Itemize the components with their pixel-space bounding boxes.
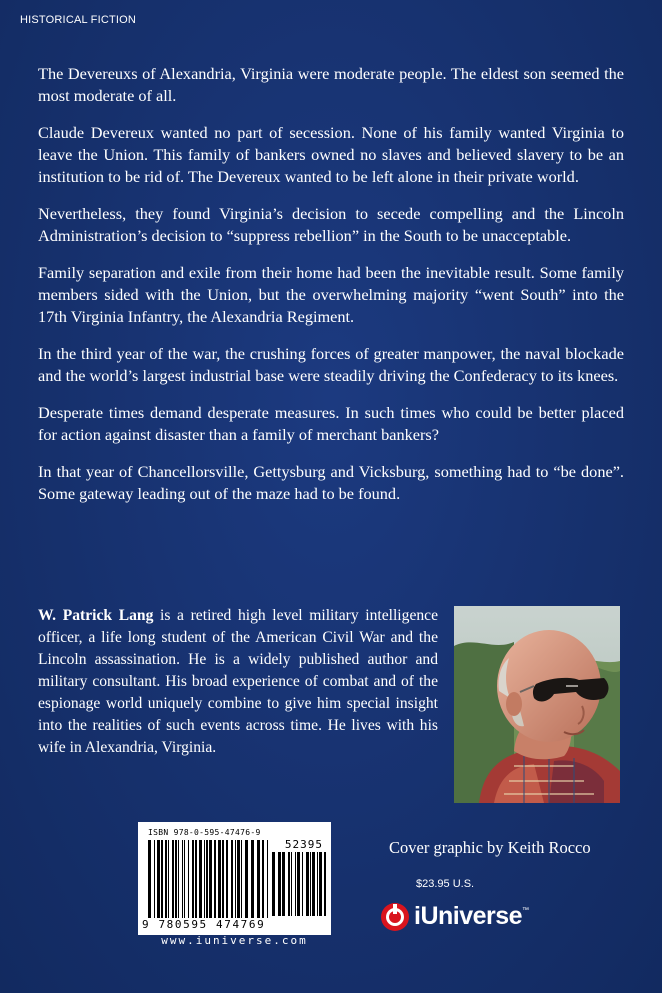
blurb-paragraph: The Devereuxs of Alexandria, Virginia were moderate people. The eldest son seemed the most moderate of all. bbox=[38, 64, 624, 105]
price-barcode-bars bbox=[272, 852, 326, 916]
barcode-bar bbox=[168, 840, 169, 918]
barcode-bar bbox=[195, 840, 197, 918]
barcode-bar bbox=[157, 840, 160, 918]
barcode-bar bbox=[148, 840, 151, 918]
barcode-bar bbox=[262, 840, 264, 918]
barcode-bar bbox=[317, 852, 318, 916]
barcode-bar bbox=[165, 840, 167, 918]
price-label: $23.95 U.S. bbox=[416, 878, 475, 890]
author-bio-text: is a retired high level military intelligence officer, a life long student of the American Civil War and the Lincoln assassination. He is a widely published author and military consultant. His broad experience of combat and of the espionage world uniquely combine to give him special insight into the realities of such events across time. He lives with his wife in Alexandria, Virginia. bbox=[38, 607, 439, 756]
barcode-bar bbox=[161, 840, 163, 918]
publisher-name: iUniverse bbox=[414, 902, 523, 930]
cover-credit: Cover graphic by Keith Rocco bbox=[389, 838, 591, 857]
barcode-bar bbox=[310, 852, 311, 916]
genre-label: HISTORICAL FICTION bbox=[20, 14, 137, 26]
barcode-bar bbox=[178, 840, 179, 918]
barcode-bar bbox=[235, 840, 236, 918]
barcode-bar bbox=[288, 852, 290, 916]
barcode-bar bbox=[312, 852, 315, 916]
ean-barcode-bars bbox=[148, 840, 268, 918]
trademark-symbol: ™ bbox=[522, 907, 529, 914]
blurb-paragraph: In that year of Chancellorsville, Gettysburg and Vicksburg, something had to “be done”. Some gateway leading out of the maze had to be found. bbox=[38, 462, 624, 503]
barcode-bar bbox=[226, 840, 228, 918]
barcode-bar bbox=[302, 852, 303, 916]
barcode-bar bbox=[237, 840, 240, 918]
iuniverse-logo-icon bbox=[380, 902, 410, 932]
barcode-bar bbox=[272, 852, 275, 916]
isbn-barcode bbox=[138, 822, 331, 935]
blurb-paragraph: Desperate times demand desperate measures. In such times who could be better placed for action against disaster than a family of merchant bankers? bbox=[38, 403, 624, 444]
barcode-bar bbox=[154, 840, 155, 918]
barcode-bar bbox=[297, 852, 300, 916]
barcode-bar bbox=[251, 840, 254, 918]
barcode-bar bbox=[278, 852, 281, 916]
barcode-bar bbox=[291, 852, 292, 916]
barcode-bar bbox=[306, 852, 309, 916]
barcode-bar bbox=[192, 840, 194, 918]
isbn-number: ISBN 978-0-595-47476-9 bbox=[148, 828, 261, 837]
back-cover-blurb bbox=[38, 63, 624, 520]
barcode-bar bbox=[295, 852, 296, 916]
barcode-bar bbox=[199, 840, 202, 918]
barcode-bar bbox=[172, 840, 174, 918]
author-name: W. Patrick Lang bbox=[38, 607, 154, 624]
barcode-bar bbox=[324, 852, 326, 916]
blurb-paragraph: In the third year of the war, the crushing forces of greater manpower, the naval blockade and the world’s largest industrial base were steadily driving the Confederacy to its knees. bbox=[38, 344, 624, 385]
barcode-bar bbox=[257, 840, 260, 918]
publisher-url: www.iuniverse.com bbox=[161, 934, 308, 947]
barcode-bar bbox=[218, 840, 221, 918]
barcode-bar bbox=[319, 852, 322, 916]
barcode-bar bbox=[182, 840, 183, 918]
blurb-paragraph: Nevertheless, they found Virginia’s decision to secede compelling and the Lincoln Administration’s decision to “suppress rebellion” in the South to be unacceptable. bbox=[38, 204, 624, 245]
barcode-bar bbox=[188, 840, 189, 918]
blurb-paragraph: Claude Devereux wanted no part of secession. None of his family wanted Virginia to leave the Union. This family of bankers owned no slaves and believed slavery to be an institution to be rid of. The Devereux wanted to be left alone in their private world. bbox=[38, 123, 624, 186]
ean-digits: 9 780595 474769 bbox=[142, 918, 266, 931]
barcode-bar bbox=[267, 840, 268, 918]
barcode-bar bbox=[214, 840, 216, 918]
barcode-bar bbox=[206, 840, 208, 918]
author-bio bbox=[38, 605, 438, 759]
price-code: 52395 bbox=[284, 838, 323, 851]
publisher-logo bbox=[380, 900, 550, 940]
barcode-bar bbox=[175, 840, 177, 918]
blurb-paragraph: Family separation and exile from their home had been the inevitable result. Some family members sided with the Union, but the overwhelming majority “went South” into the 17th Virginia Infantry, the Alexandria Regiment. bbox=[38, 263, 624, 326]
barcode-bar bbox=[245, 840, 248, 918]
author-photo bbox=[454, 606, 620, 803]
barcode-bar bbox=[231, 840, 233, 918]
barcode-bar bbox=[184, 840, 185, 918]
barcode-bar bbox=[241, 840, 242, 918]
barcode-bar bbox=[282, 852, 285, 916]
barcode-bar bbox=[204, 840, 205, 918]
barcode-bar bbox=[222, 840, 224, 918]
barcode-bar bbox=[209, 840, 212, 918]
